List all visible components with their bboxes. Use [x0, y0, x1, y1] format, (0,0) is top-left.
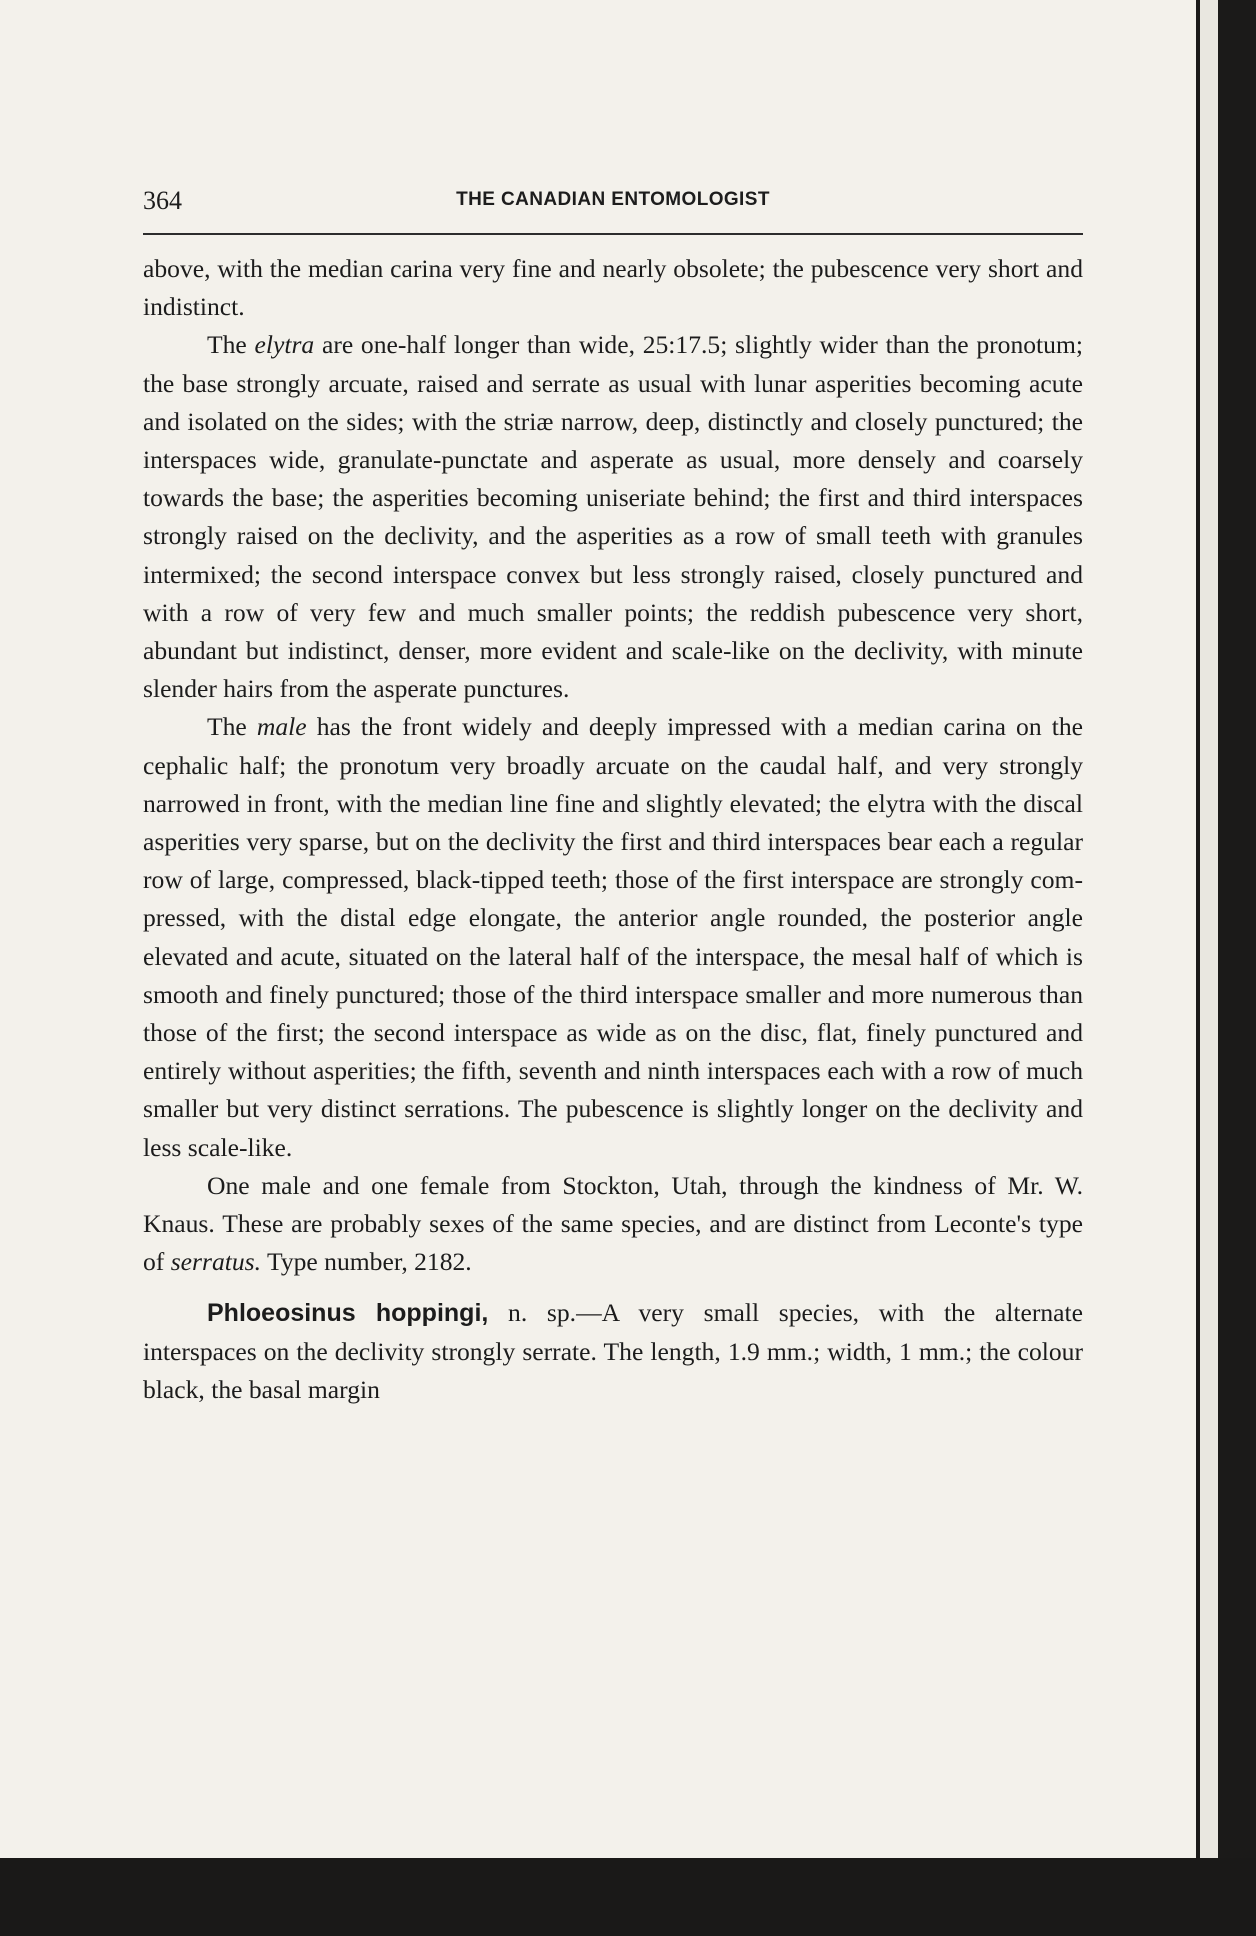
adjacent-page-edge [1200, 0, 1218, 1858]
article-body [143, 250, 1083, 1409]
paragraph-text: One male and one female from Stockton, Utah, through the kindness of Mr. W. Knaus. These are probably sexes of the same species, and are distinct from Leconte's type of [143, 1170, 1083, 1277]
species-name: Phloeosinus hoppingi, [207, 1299, 489, 1328]
paragraph-continuation [143, 250, 1083, 326]
paragraph-new-species [143, 1294, 1083, 1409]
paragraph-text: Type number, 2182. [261, 1247, 472, 1277]
paragraph-text: has the front widely and deeply impressed with a median carina on the cephalic half; the pronotum very broadly arcuate on the caudal half, and very strongly narrowed in front, with the median line fine and slightly elevated; the elytra with the discal asperities very sparse, but on the declivity the first and third interspaces bear each a regular row of large, compressed, black-tipped teeth; those of the first interspace are strongly com-pressed, with the distal edge elongate, the anterior angle rounded, the posterior angle elevated and acute, situated on the lateral half of the interspace, the mesal half of which is smooth and finely punctured; those of the third interspace smaller and more numerous than those of the first; the second interspace as wide as on the disc, flat, finely punctured and entirely without asperities; the fifth, seventh and ninth interspaces each with a row of much smaller but very distinct serrations. The pubescence is slightly longer on the declivity and less scale-like. [143, 712, 1083, 1162]
paragraph-locality [143, 1167, 1083, 1282]
header-rule [143, 233, 1083, 235]
paragraph-text: n. sp.—A very small species, with the alternate interspaces on the declivity strongly serrate. The length, 1.9 mm.; width, 1 mm.; the colour black, the basal margin [143, 1298, 1083, 1404]
page-bottom-edge [0, 1858, 1256, 1936]
paragraph-text: above, with the median carina very fine and nearly obsolete; the pubescence very short and indistinct. [143, 254, 1083, 322]
italic-term: elytra [254, 330, 315, 360]
journal-title: THE CANADIAN ENTOMOLOGIST [456, 189, 770, 210]
paragraph-male [143, 708, 1083, 1166]
paragraph-elytra [143, 326, 1083, 708]
paragraph-text: are one-half longer than wide, 25:17.5; slightly wider than the pronotum; the base strongly arcuate, raised and serrate as usual with lunar asperities becoming acute and isolated on the sides; with the striæ narrow, deep, distinctly and closely punctured; the interspaces wide, granulate-punctate and asperate as usual, more densely and coarsely towards the base; the asperities becoming uniseriate behind; the first and third interspaces strongly raised on the declivity, and the asperities as a row of small teeth with granules intermixed; the second interspace convex but less strongly raised, closely punctured and with a row of very few and much smaller points; the reddish pubescence very short, abundant but indistinct, denser, more evident and scale-like on the declivity, with minute slender hairs from the asperate punctures. [143, 330, 1083, 704]
page-number: 364 [143, 186, 182, 215]
italic-term: male [256, 712, 307, 742]
paragraph-text: The [207, 330, 255, 360]
paragraph-text: The [207, 712, 257, 742]
italic-term: serratus. [170, 1247, 262, 1277]
running-header [143, 186, 1083, 226]
